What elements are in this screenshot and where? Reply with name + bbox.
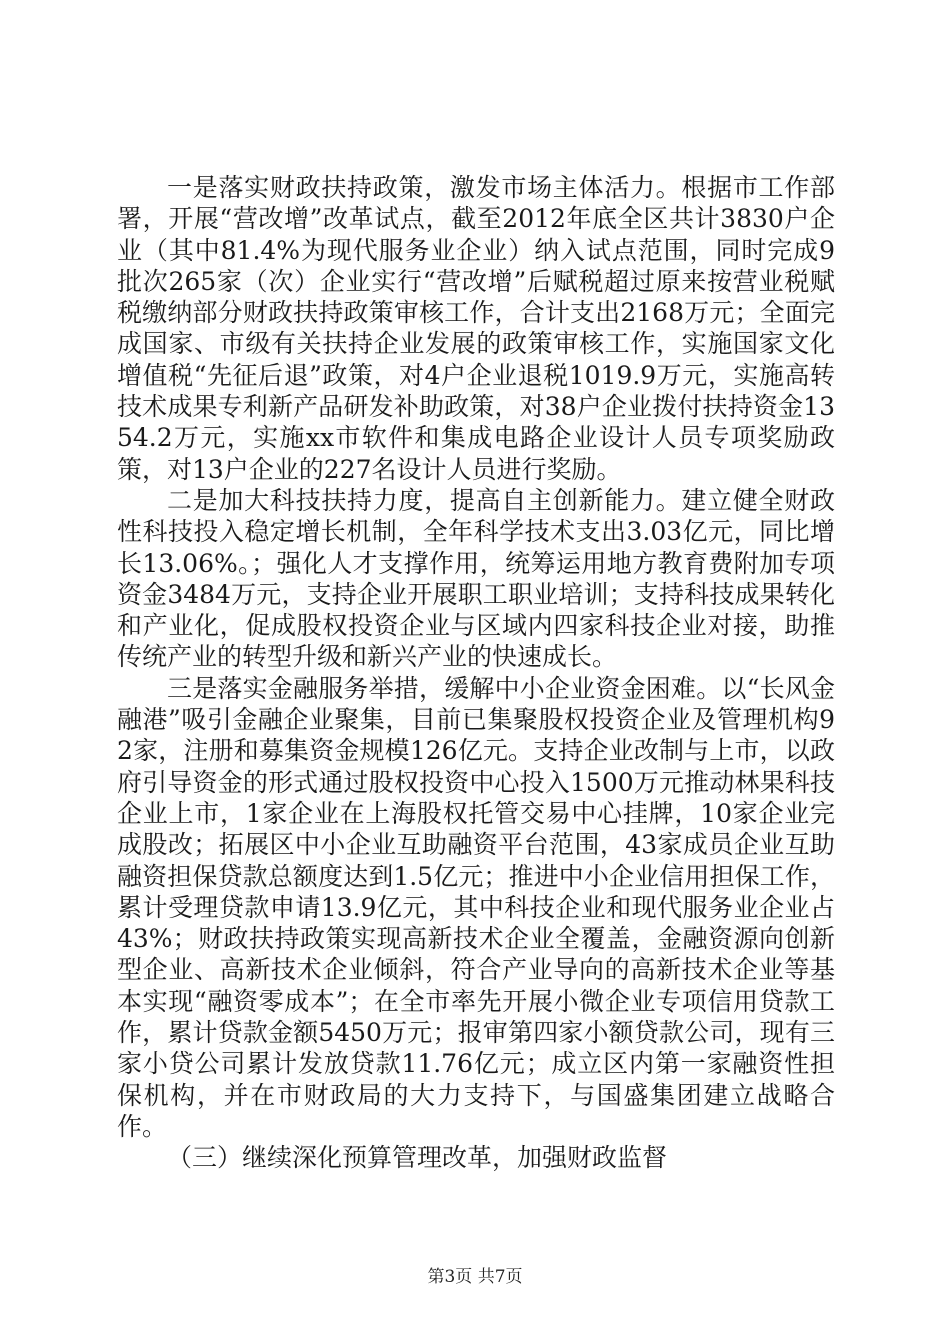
paragraph-tech-support: 二是加大科技扶持力度，提高自主创新能力。建立健全财政性科技投入稳定增长机制，全年科学技术支出3.03亿元，同比增长13.06%。；强化人才支撑作用，统筹运用地方教育费附加专项资金3484万元，支持企业开展职工职业培训；支持科技成果转化和产业化，促成股权投资企业与区域内四家科技企业对接，助推传统产业的转型升级和新兴产业的快速成长。	[117, 485, 835, 672]
paragraph-fiscal-support: 一是落实财政扶持政策，激发市场主体活力。根据市工作部署，开展“营改增”改革试点，截至2012年底全区共计3830户企业（其中81.4%为现代服务业企业）纳入试点范围，同时完成9批次265家（次）企业实行“营改增”后赋税超过原来按营业税赋税缴纳部分财政扶持政策审核工作，合计支出2168万元；全面完成国家、市级有关扶持企业发展的政策审核工作，实施国家文化增值税“先征后退”政策，对4户企业退税1019.9万元，实施高转技术成果专利新产品研发补助政策，对38户企业拨付扶持资金1354.2万元，实施xx市软件和集成电路企业设计人员专项奖励政策，对13户企业的227名设计人员进行奖励。	[117, 173, 835, 484]
document-body	[117, 172, 835, 1174]
paragraph-finance-services: 三是落实金融服务举措，缓解中小企业资金困难。以“长风金融港”吸引金融企业聚集，目前已集聚股权投资企业及管理机构92家，注册和募集资金规模126亿元。支持企业改制与上市，以政府引导资金的形式通过股权投资中心投入1500万元推动林果科技企业上市，1家企业在上海股权托管交易中心挂牌，10家企业完成股改；拓展区中小企业互助融资平台范围，43家成员企业互助融资担保贷款总额度达到1.5亿元；推进中小企业信用担保工作，累计受理贷款申请13.9亿元，其中科技企业和现代服务业企业占43%；财政扶持政策实现高新技术企业全覆盖，金融资源向创新型企业、高新技术企业倾斜，符合产业导向的高新技术企业等基本实现“融资零成本”；在全市率先开展小微企业专项信用贷款工作，累计贷款金额5450万元；报审第四家小额贷款公司，现有三家小贷公司累计发放贷款11.76亿元；成立区内第一家融资性担保机构，并在市财政局的大力支持下，与国盛集团建立战略合作。	[117, 673, 835, 1141]
page-number-footer: 第3页 共7页	[427, 1267, 523, 1287]
section-heading-budget-reform: （三）继续深化预算管理改革，加强财政监督	[167, 1143, 668, 1173]
